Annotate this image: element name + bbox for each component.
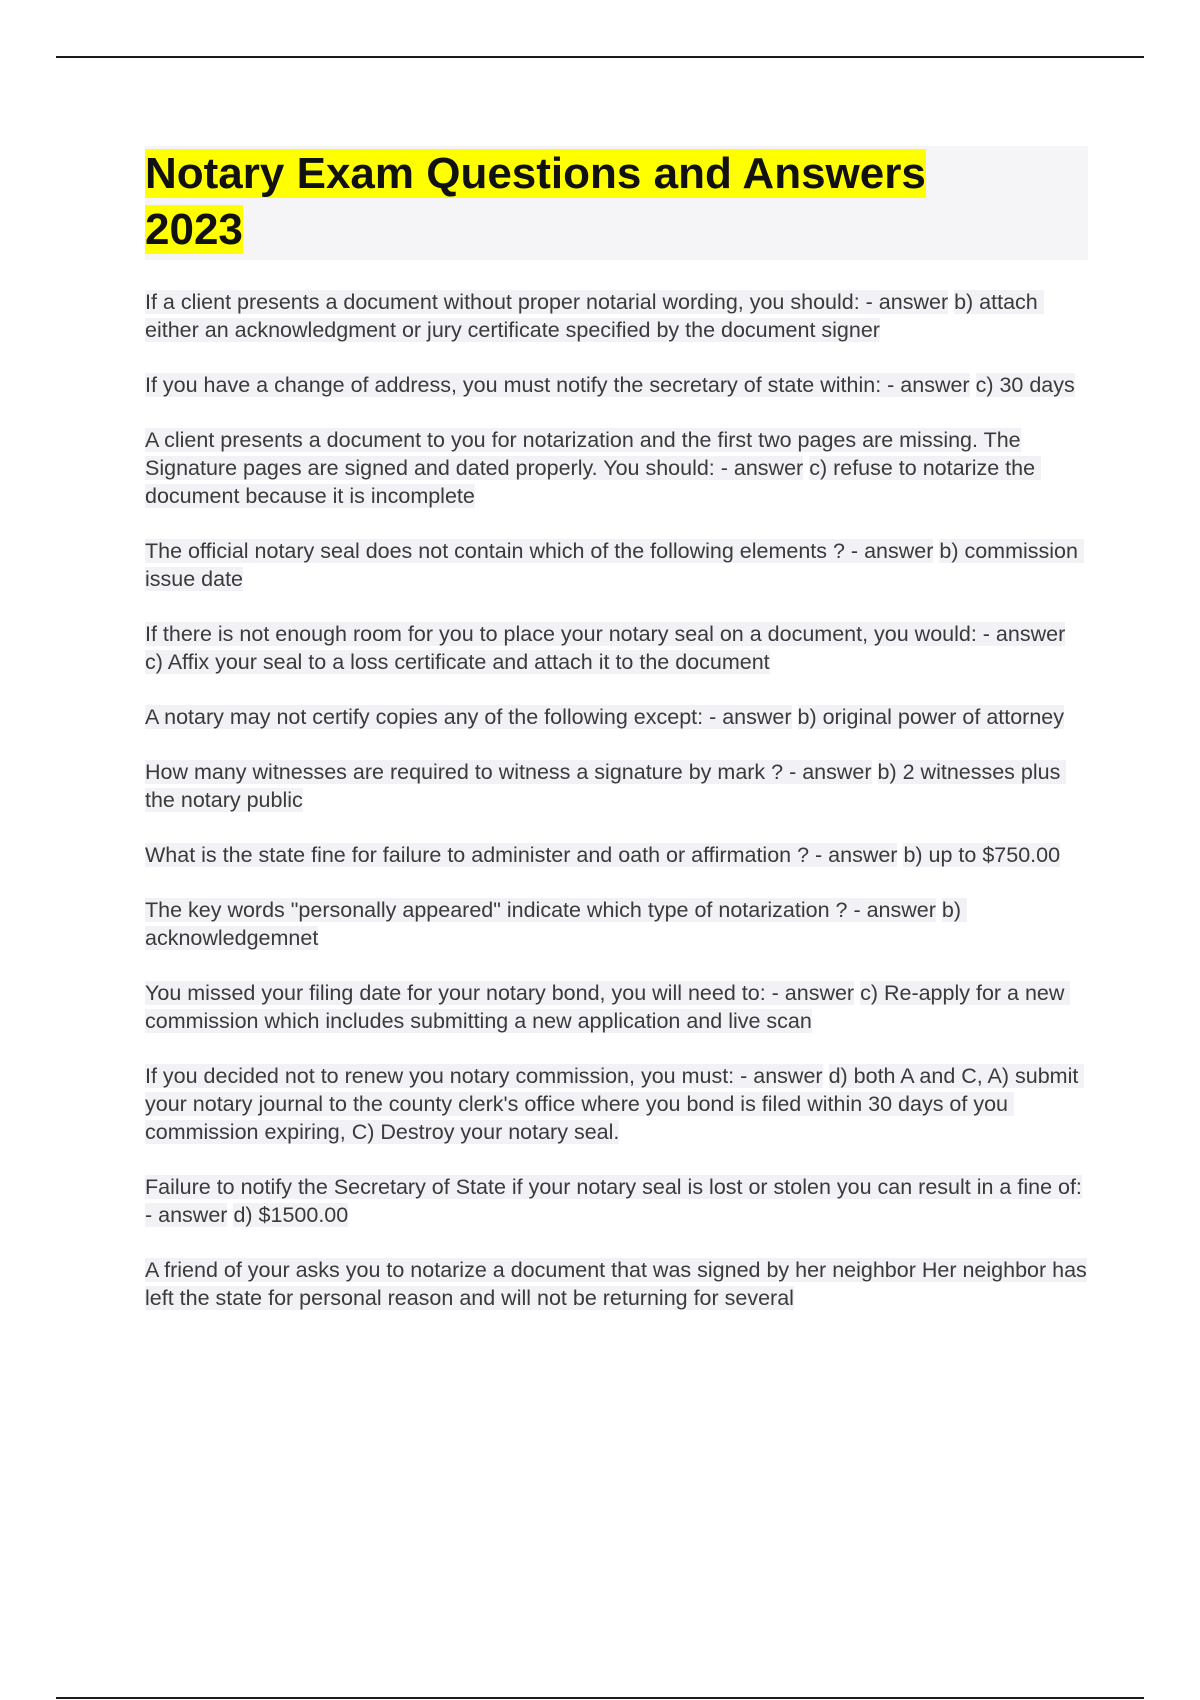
question-text: Failure to notify the Secretary of State if your notary seal is lost or stolen you can result in a fine of: - answer (145, 1175, 1082, 1227)
qa-item (145, 896, 1088, 952)
answer-text: c) Affix your seal to a loss certificate and attach it to the document (145, 650, 770, 674)
qa-item (145, 979, 1088, 1035)
title-block (145, 146, 1088, 260)
answer-text: b) attach either an acknowledgment or jury certificate specified by the document signer (145, 290, 1044, 342)
qa-list (145, 288, 1088, 1312)
answer-text: c) Re-apply for a new commission which includes submitting a new application and live scan (145, 981, 1071, 1033)
answer-text: b) commission issue date (145, 539, 1084, 591)
qa-item (145, 288, 1088, 344)
question-text: The key words "personally appeared" indicate which type of notarization ? - answer (145, 898, 936, 922)
question-text: How many witnesses are required to witness a signature by mark ? - answer (145, 760, 872, 784)
qa-item (145, 758, 1088, 814)
question-text: A friend of your asks you to notarize a document that was signed by her neighbor Her neighbor has left the state for personal reason and will not be returning for several (145, 1258, 1087, 1310)
qa-item (145, 1062, 1088, 1146)
answer-text: b) up to $750.00 (903, 843, 1061, 867)
qa-item (145, 426, 1088, 510)
question-text: What is the state fine for failure to administer and oath or affirmation ? - answer (145, 843, 898, 867)
answer-text: c) refuse to notarize the document because it is incomplete (145, 456, 1042, 508)
question-text: If you decided not to renew you notary commission, you must: - answer (145, 1064, 823, 1088)
bottom-rule (56, 1697, 1144, 1699)
qa-item (145, 703, 1088, 731)
answer-text: d) $1500.00 (233, 1203, 349, 1227)
qa-item (145, 1173, 1088, 1229)
title-line-2: 2023 (145, 205, 243, 254)
answer-text: d) both A and C, A) submit your notary journal to the county clerk's office where you bond is filed within 30 days of you commission expiring, C) Destroy your notary seal. (145, 1064, 1085, 1144)
qa-item (145, 537, 1088, 593)
question-text: A notary may not certify copies any of the following except: - answer (145, 705, 792, 729)
answer-text: c) 30 days (975, 373, 1075, 397)
page-title (145, 146, 1025, 258)
qa-item (145, 620, 1088, 676)
top-rule (56, 56, 1144, 58)
qa-item (145, 1256, 1088, 1312)
question-text: A client presents a document to you for notarization and the first two pages are missing. The Signature pages are signed and dated properly. You should: - answer (145, 428, 1021, 480)
document-body (145, 146, 1088, 1339)
answer-text: b) original power of attorney (797, 705, 1065, 729)
question-text: If you have a change of address, you must notify the secretary of state within: - answer (145, 373, 970, 397)
question-text: If a client presents a document without proper notarial wording, you should: - answer (145, 290, 949, 314)
answer-text: b) acknowledgemnet (145, 898, 967, 950)
qa-item (145, 371, 1088, 399)
question-text: You missed your filing date for your notary bond, you will need to: - answer (145, 981, 855, 1005)
answer-text: b) 2 witnesses plus the notary public (145, 760, 1067, 812)
qa-item (145, 841, 1088, 869)
question-text: If there is not enough room for you to place your notary seal on a document, you would: - answer (145, 622, 1066, 646)
title-line-1: Notary Exam Questions and Answers (145, 149, 926, 198)
question-text: The official notary seal does not contain which of the following elements ? - answer (145, 539, 934, 563)
